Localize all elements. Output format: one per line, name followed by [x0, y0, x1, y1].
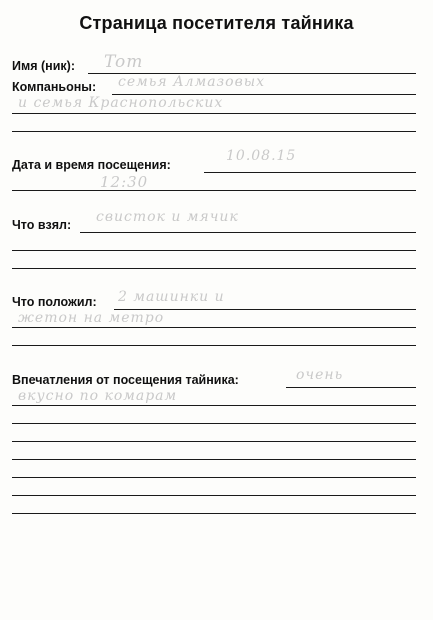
- took-label: Что взял:: [12, 218, 72, 232]
- companions-line-3: [12, 131, 416, 132]
- impressions-handwriting-1: очень: [296, 367, 344, 383]
- impressions-label: Впечатления от посещения тайника:: [12, 373, 239, 387]
- took-line-1: [80, 232, 416, 233]
- companions-handwriting-1: семья Алмазовых: [118, 74, 266, 90]
- companions-handwriting-2: и семья Краснопольских: [18, 95, 224, 111]
- took-handwriting: свисток и мячик: [96, 209, 239, 225]
- companions-line-2: [12, 113, 416, 114]
- name-label: Имя (ник):: [12, 59, 75, 73]
- impressions-line-4: [12, 441, 416, 442]
- time-handwriting: 12:30: [100, 173, 149, 191]
- took-line-3: [12, 268, 416, 269]
- datetime-line-1: [204, 172, 416, 173]
- page-title: Страница посетителя тайника: [79, 13, 354, 33]
- put-line-3: [12, 345, 416, 346]
- datetime-line-2: [12, 190, 416, 191]
- impressions-line-6: [12, 477, 416, 478]
- took-line-2: [12, 250, 416, 251]
- put-label: Что положил:: [12, 295, 97, 309]
- put-handwriting-2: жетон на метро: [18, 310, 165, 326]
- datetime-label: Дата и время посещения:: [12, 158, 171, 172]
- impressions-handwriting-2: вкусно по комарам: [18, 388, 178, 404]
- impressions-line-8: [12, 513, 416, 514]
- name-handwriting: Tom: [104, 52, 144, 72]
- impressions-line-2: [12, 405, 416, 406]
- put-handwriting-1: 2 машинки и: [118, 289, 225, 305]
- put-line-2: [12, 327, 416, 328]
- impressions-line-3: [12, 423, 416, 424]
- impressions-line-7: [12, 495, 416, 496]
- impressions-line-1: [286, 387, 416, 388]
- companions-label: Компаньоны:: [12, 80, 97, 94]
- date-handwriting: 10.08.15: [226, 148, 297, 164]
- impressions-line-5: [12, 459, 416, 460]
